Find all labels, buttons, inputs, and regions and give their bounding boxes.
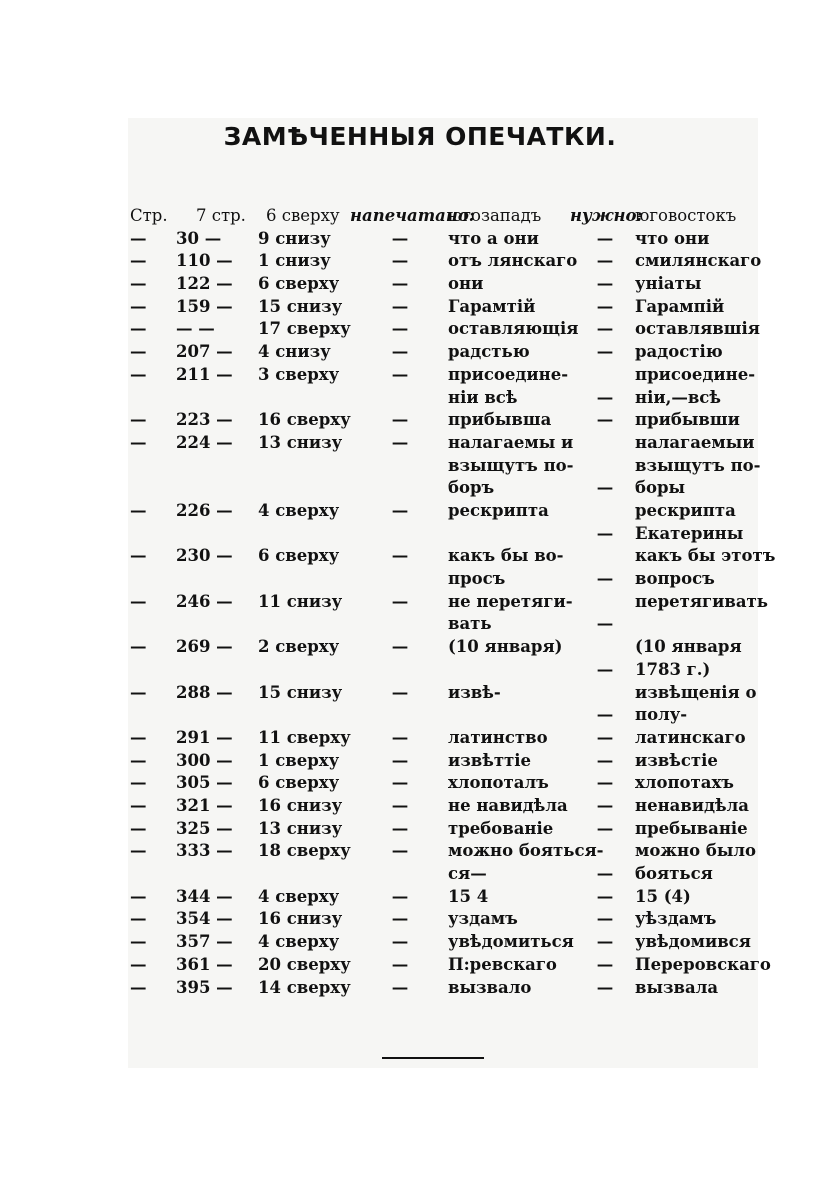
errata-row xyxy=(130,250,760,273)
printed-line: отъ лянскаго xyxy=(448,251,578,271)
correct-text xyxy=(635,886,760,909)
line-reference: 3 сверху xyxy=(258,364,340,384)
correct-text xyxy=(635,795,760,818)
page-number: 354 — xyxy=(176,909,233,929)
page-number: 224 — xyxy=(176,432,233,452)
line-reference: 18 сверху xyxy=(258,841,351,861)
printed-line: какъ бы во- xyxy=(448,546,564,566)
line-reference: 9 снизу xyxy=(258,228,331,248)
printed-line: боръ xyxy=(448,478,495,498)
page-number: — — xyxy=(176,319,215,339)
line-reference: 6 сверху xyxy=(258,274,340,294)
correct-text xyxy=(635,545,776,590)
printed-dash: — xyxy=(391,296,409,316)
printed-dash: — xyxy=(391,319,409,339)
page-number: 30 — xyxy=(176,228,222,248)
page-number: 269 — xyxy=(176,637,233,657)
line-reference: 1 снизу xyxy=(258,251,331,271)
page-prefix-dash: — xyxy=(130,954,147,974)
correct-line: хлопотахъ xyxy=(635,773,734,793)
printed-line: просъ xyxy=(448,569,506,589)
printed-line: оставляющія xyxy=(448,319,579,339)
printed-text xyxy=(448,250,588,273)
correct-line: ненавидѣла xyxy=(635,796,749,815)
printed-dash: — xyxy=(391,274,409,294)
printed-dash: — xyxy=(391,637,409,657)
correct-line: пребываніе xyxy=(635,818,748,838)
errata-row xyxy=(130,886,760,909)
printed-label: напечатано: xyxy=(350,206,475,225)
printed-line: уздамъ xyxy=(448,909,518,929)
line-reference: 1 сверху xyxy=(258,750,340,770)
printed-line: не перетяги- xyxy=(448,591,573,611)
correct-dash: — xyxy=(596,342,614,362)
page-prefix-dash: — xyxy=(130,637,147,657)
page-label: Стр. xyxy=(130,206,168,225)
correct-line: увѣдомився xyxy=(635,932,751,952)
correct-dash: — xyxy=(596,750,614,770)
errata-row xyxy=(130,545,776,590)
printed-text xyxy=(448,772,588,795)
page-number: 288 — xyxy=(176,682,233,702)
correct-dash: — xyxy=(596,659,614,679)
printed-line: 15 4 xyxy=(448,886,489,906)
errata-row xyxy=(130,228,760,251)
correct-line: Екатерины xyxy=(635,523,744,543)
correct-text xyxy=(635,818,760,841)
printed-text xyxy=(448,750,588,773)
page-prefix-dash: — xyxy=(130,796,147,815)
printed-text xyxy=(448,341,588,364)
correct-line: оставлявшія xyxy=(635,319,760,339)
printed-dash: — xyxy=(391,841,409,861)
correct-text xyxy=(635,727,760,750)
printed-line: (10 января) xyxy=(448,637,563,657)
errata-row xyxy=(130,977,760,1000)
correct-dash: — xyxy=(596,251,614,271)
line-reference: 16 снизу xyxy=(258,796,343,815)
line-reference: 2 сверху xyxy=(258,637,340,657)
page-prefix-dash: — xyxy=(130,319,147,339)
line-reference: 4 снизу xyxy=(258,342,331,362)
correct-dash: — xyxy=(596,727,614,747)
printed-line: можно бояться- xyxy=(448,841,604,861)
printed-line: прибывша xyxy=(448,410,552,430)
page-prefix-dash: — xyxy=(130,909,147,929)
errata-row xyxy=(130,273,760,296)
page-number: 291 — xyxy=(176,727,233,747)
printed-text xyxy=(448,409,588,432)
errata-row xyxy=(130,296,760,319)
page-prefix-dash: — xyxy=(130,296,147,316)
correct-text xyxy=(635,772,760,795)
correct-text xyxy=(635,205,760,228)
correct-line: ніи,—всѣ xyxy=(635,387,721,407)
correct-dash: — xyxy=(596,864,614,884)
printed-line: взыщутъ по- xyxy=(448,455,574,475)
page-prefix-dash: — xyxy=(130,977,147,997)
page-number: 395 — xyxy=(176,977,233,997)
correct-line: смилянскаго xyxy=(635,251,762,271)
printed-dash: — xyxy=(391,251,409,271)
correct-dash: — xyxy=(596,387,614,407)
correct-text xyxy=(635,364,760,409)
correct-dash: — xyxy=(596,410,614,430)
printed-line: налагаемы и xyxy=(448,432,574,452)
errata-row xyxy=(130,500,760,545)
correct-line: уѣздамъ xyxy=(635,909,717,929)
correct-line: прибывши xyxy=(635,410,740,430)
printed-line: вать xyxy=(448,614,492,634)
correct-text xyxy=(635,432,760,500)
correct-text xyxy=(635,273,760,296)
correct-text xyxy=(635,318,760,341)
printed-text xyxy=(448,727,588,750)
printed-dash: — xyxy=(391,954,409,974)
errata-row xyxy=(130,840,760,885)
printed-line: П:ревскаго xyxy=(448,954,557,974)
correct-line: извѣщенія о xyxy=(635,682,757,702)
printed-line: извѣ- xyxy=(448,682,501,702)
errata-row xyxy=(130,364,760,409)
printed-text xyxy=(448,682,588,705)
correct-text xyxy=(635,636,760,681)
page-prefix-dash: — xyxy=(130,364,147,384)
printed-line: увѣдомиться xyxy=(448,932,574,952)
errata-row xyxy=(130,682,760,727)
line-reference: 16 снизу xyxy=(258,909,343,929)
printed-text xyxy=(448,273,588,296)
page-number: 211 — xyxy=(176,364,233,384)
errata-row xyxy=(130,772,760,795)
line-reference: 20 сверху xyxy=(258,954,351,974)
printed-line: извѣттіе xyxy=(448,750,532,770)
errata-row xyxy=(130,636,760,681)
correct-line: полу- xyxy=(635,705,688,725)
printed-line: хлопоталъ xyxy=(448,773,549,793)
line-reference: 4 сверху xyxy=(258,500,340,520)
printed-line: ніи всѣ xyxy=(448,387,518,407)
correct-text xyxy=(635,409,760,432)
correct-line: (10 января xyxy=(635,637,742,657)
page-number: 321 — xyxy=(176,796,233,815)
printed-dash: — xyxy=(391,818,409,838)
printed-text xyxy=(448,296,588,319)
correct-dash: — xyxy=(596,296,614,316)
correct-text xyxy=(635,840,760,885)
printed-dash: — xyxy=(391,773,409,793)
printed-dash: — xyxy=(391,432,409,452)
printed-text xyxy=(448,591,588,636)
errata-row xyxy=(130,432,760,500)
printed-dash: — xyxy=(391,682,409,702)
correct-dash: — xyxy=(596,274,614,294)
errata-row xyxy=(130,591,768,636)
line-reference: 6 сверху xyxy=(258,773,340,793)
correct-text xyxy=(635,500,760,545)
printed-line: присоедине- xyxy=(448,364,569,384)
page-prefix-dash: — xyxy=(130,841,147,861)
printed-text xyxy=(448,500,588,523)
printed-text xyxy=(448,364,588,409)
errata-row xyxy=(130,795,760,818)
errata-header-row xyxy=(130,205,760,228)
page-prefix-dash: — xyxy=(130,886,147,906)
page-prefix-dash: — xyxy=(130,750,147,770)
line-reference: 15 снизу xyxy=(258,682,343,702)
printed-line: они xyxy=(448,274,484,294)
correct-dash: — xyxy=(596,614,614,634)
page-title: ЗАМѢЧЕННЫЯ ОПЕЧАТКИ. xyxy=(223,122,617,151)
printed-text xyxy=(448,318,588,341)
line-reference: 11 снизу xyxy=(258,591,343,611)
correct-dash: — xyxy=(596,909,614,929)
page-number: 7 стр. xyxy=(196,206,246,225)
page-number: 110 — xyxy=(176,251,233,271)
printed-text xyxy=(448,886,588,909)
correct-line: Переровскаго xyxy=(635,954,771,974)
line-reference: 15 снизу xyxy=(258,296,343,316)
correct-dash: — xyxy=(596,932,614,952)
correct-line: налагаемыи xyxy=(635,432,755,452)
errata-table xyxy=(130,205,776,999)
closing-rule xyxy=(382,1057,484,1059)
line-reference: 4 сверху xyxy=(258,886,340,906)
printed-line: требованіе xyxy=(448,818,554,838)
printed-text xyxy=(448,840,604,885)
page-prefix-dash: — xyxy=(130,251,147,271)
line-reference: 6 сверху xyxy=(258,546,340,566)
line-reference: 13 снизу xyxy=(258,818,343,838)
page-prefix-dash: — xyxy=(130,228,147,248)
printed-dash: — xyxy=(391,977,409,997)
printed-text xyxy=(448,908,588,931)
page-number: 230 — xyxy=(176,546,233,566)
correct-line: 15 (4) xyxy=(635,886,691,906)
line-reference: 16 сверху xyxy=(258,410,351,430)
page-prefix-dash: — xyxy=(130,682,147,702)
page-prefix-dash: — xyxy=(130,274,147,294)
page-prefix-dash: — xyxy=(130,410,147,430)
correct-dash: — xyxy=(596,705,614,725)
errata-row xyxy=(130,318,760,341)
correct-text xyxy=(635,931,760,954)
printed-text xyxy=(448,795,588,818)
page-prefix-dash: — xyxy=(130,546,147,566)
errata-row xyxy=(130,818,760,841)
printed-line: вызвало xyxy=(448,977,532,997)
page-number: 223 — xyxy=(176,410,233,430)
printed-text xyxy=(448,636,588,659)
correct-line: что они xyxy=(635,228,710,248)
printed-text xyxy=(448,954,588,977)
line-reference: 6 сверху xyxy=(266,206,340,225)
correct-dash: — xyxy=(596,818,614,838)
page-prefix-dash: — xyxy=(130,500,147,520)
correct-line: взыщутъ по- xyxy=(635,455,761,475)
printed-dash: — xyxy=(391,750,409,770)
correct-dash: — xyxy=(596,773,614,793)
correct-dash: — xyxy=(596,478,614,498)
printed-line: Гарамтій xyxy=(448,296,536,316)
line-reference: 17 сверху xyxy=(258,319,351,339)
printed-text xyxy=(448,931,588,954)
printed-dash: — xyxy=(391,342,409,362)
line-reference: 11 сверху xyxy=(258,727,351,747)
printed-dash: — xyxy=(391,932,409,952)
errata-row xyxy=(130,908,760,931)
printed-line: ся— xyxy=(448,864,487,884)
correct-dash: — xyxy=(596,523,614,543)
correct-line: можно было xyxy=(635,841,757,861)
printed-text xyxy=(448,432,588,500)
page-number: 226 — xyxy=(176,500,233,520)
page-number: 207 — xyxy=(176,342,233,362)
correct-text xyxy=(635,977,760,1000)
correct-line: уніаты xyxy=(635,274,702,294)
correct-dash: — xyxy=(596,319,614,339)
correct-line: Гарампій xyxy=(635,296,725,316)
page-number: 344 — xyxy=(176,886,233,906)
correct-text xyxy=(635,591,768,614)
printed-dash: — xyxy=(391,591,409,611)
page-prefix-dash: — xyxy=(130,432,147,452)
page-prefix-dash: — xyxy=(130,932,147,952)
printed-dash: — xyxy=(391,546,409,566)
correct-line: бояться xyxy=(635,864,713,884)
correct-text xyxy=(635,296,760,319)
correct-line: 1783 г.) xyxy=(635,659,711,679)
page-prefix-dash: — xyxy=(130,727,147,747)
correct-label: нужно: xyxy=(570,206,643,225)
correct-line: латинскаго xyxy=(635,727,746,747)
correct-dash: — xyxy=(596,228,614,248)
printed-line: югозападъ xyxy=(448,206,542,225)
correct-text xyxy=(635,250,760,273)
printed-text xyxy=(448,228,588,251)
printed-line: радстью xyxy=(448,342,530,362)
correct-line: извѣстіе xyxy=(635,750,718,770)
page-number: 300 — xyxy=(176,750,233,770)
printed-text xyxy=(448,977,588,1000)
correct-line: боры xyxy=(635,478,686,498)
correct-dash: — xyxy=(596,796,614,815)
printed-line: не навидѣла xyxy=(448,796,568,815)
page-prefix-dash: — xyxy=(130,591,147,611)
correct-line: вопросъ xyxy=(635,569,715,589)
printed-text xyxy=(448,205,588,228)
printed-dash: — xyxy=(391,796,409,815)
page-prefix-dash: — xyxy=(130,342,147,362)
printed-dash: — xyxy=(391,364,409,384)
printed-text xyxy=(448,545,588,590)
page-number: 357 — xyxy=(176,932,233,952)
correct-dash: — xyxy=(596,886,614,906)
errata-row xyxy=(130,341,760,364)
errata-row xyxy=(130,931,760,954)
correct-dash: — xyxy=(596,569,614,589)
line-reference: 14 сверху xyxy=(258,977,351,997)
printed-line: что а они xyxy=(448,228,539,248)
errata-row xyxy=(130,954,771,977)
page-number: 122 — xyxy=(176,274,233,294)
line-reference: 4 сверху xyxy=(258,932,340,952)
printed-line: рескрипта xyxy=(448,500,549,520)
printed-dash: — xyxy=(391,410,409,430)
printed-dash: — xyxy=(391,228,409,248)
printed-dash: — xyxy=(391,727,409,747)
printed-line: латинство xyxy=(448,727,548,747)
line-reference: 13 снизу xyxy=(258,432,343,452)
printed-dash: — xyxy=(391,500,409,520)
correct-line: юговостокъ xyxy=(635,206,737,225)
page-number: 325 — xyxy=(176,818,233,838)
page-number: 305 — xyxy=(176,773,233,793)
correct-text xyxy=(635,750,760,773)
page-number: 333 — xyxy=(176,841,233,861)
correct-line: вызвала xyxy=(635,977,719,997)
page-number: 361 — xyxy=(176,954,233,974)
correct-line: перетягивать xyxy=(635,591,768,611)
correct-line: радостію xyxy=(635,342,723,362)
correct-dash: — xyxy=(596,954,614,974)
printed-dash: — xyxy=(391,886,409,906)
correct-line: присоедине- xyxy=(635,364,756,384)
correct-line: какъ бы этотъ xyxy=(635,546,776,566)
page-prefix-dash: — xyxy=(130,773,147,793)
printed-text xyxy=(448,818,588,841)
printed-dash: — xyxy=(391,909,409,929)
correct-text xyxy=(635,954,771,977)
correct-text xyxy=(635,682,760,727)
errata-row xyxy=(130,409,760,432)
correct-text xyxy=(635,908,760,931)
correct-text xyxy=(635,228,760,251)
errata-row xyxy=(130,727,760,750)
errata-row xyxy=(130,750,760,773)
page-prefix-dash: — xyxy=(130,818,147,838)
correct-line: рескрипта xyxy=(635,500,736,520)
page-number: 246 — xyxy=(176,591,233,611)
correct-text xyxy=(635,341,760,364)
page-number: 159 — xyxy=(176,296,233,316)
correct-dash: — xyxy=(596,977,614,997)
